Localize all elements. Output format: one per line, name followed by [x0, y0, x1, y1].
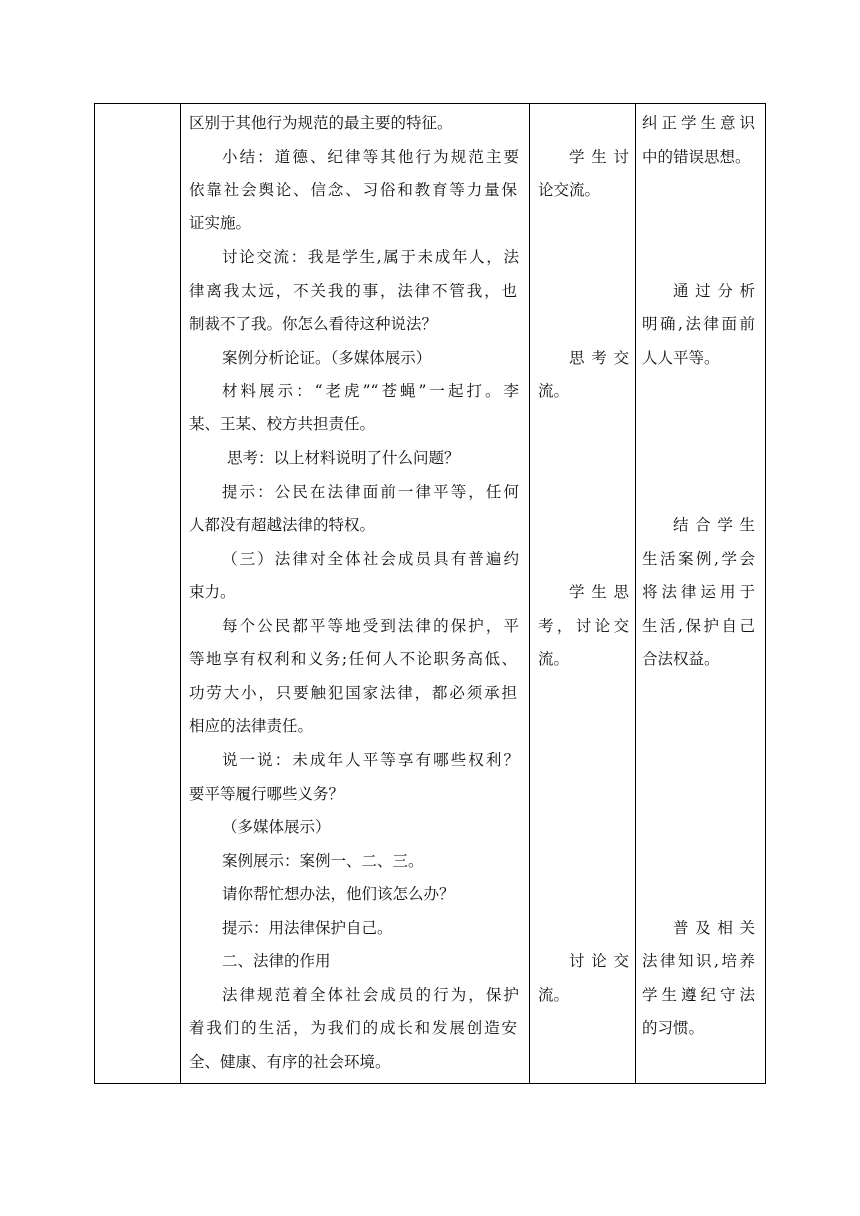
- text-line: 请你帮忙想办法，他们该怎么办？: [222, 885, 455, 903]
- column-divider: [529, 103, 530, 1084]
- text-line: 学生遵纪守法: [642, 986, 755, 1004]
- column-divider: [180, 103, 181, 1084]
- text-line: 结合学生: [673, 516, 755, 534]
- text-line: 普及相关: [673, 919, 755, 937]
- text-line: 生活,保护自己: [642, 617, 755, 635]
- text-line: 流。: [538, 382, 570, 400]
- text-line: 思考：以上材料说明了什么问题？: [227, 449, 460, 467]
- text-line: 学生讨: [569, 148, 629, 166]
- text-line: 流。: [538, 986, 570, 1004]
- text-line: 讨论交: [569, 952, 629, 970]
- text-line: 明确,法律面前: [642, 315, 755, 333]
- text-line: 案例展示：案例一、二、三。: [222, 852, 424, 870]
- text-line: 等地享有权利和义务;任何人不论职务高低、: [189, 650, 517, 668]
- text-line: 区别于其他行为规范的最主要的特征。: [189, 114, 453, 132]
- text-line: 思考交: [569, 349, 629, 367]
- table-border-bottom: [94, 1083, 766, 1084]
- text-line: 考，讨论交: [538, 617, 629, 635]
- text-line: 生活案例,学会: [642, 550, 755, 568]
- text-line: 小结：道德、纪律等其他行为规范主要: [222, 148, 519, 166]
- table-border-left: [94, 103, 95, 1084]
- text-line: 材料展示：“老虎”“苍蝇”一起打。李: [222, 382, 519, 400]
- text-line: 某、王某、校方共担责任。: [189, 415, 376, 433]
- text-line: 束力。: [189, 583, 236, 601]
- text-line: 合法权益。: [642, 650, 720, 668]
- text-line: 人都没有超越法律的特权。: [189, 516, 376, 534]
- table-border-right: [765, 103, 766, 1084]
- text-line: 通过分析: [673, 282, 755, 300]
- text-line: 法律规范着全体社会成员的行为，保护: [222, 986, 519, 1004]
- text-line: 中的错误思想。: [642, 148, 751, 166]
- lesson-plan-table: [94, 103, 766, 1084]
- text-line: 全、健康、有序的社会环境。: [189, 1053, 391, 1071]
- text-line: 的习惯。: [642, 1019, 705, 1037]
- text-line: （三）法律对全体社会成员具有普遍约: [222, 550, 519, 568]
- column-divider: [635, 103, 636, 1084]
- text-line: 提示：用法律保护自己。: [222, 919, 393, 937]
- text-line: 将法律运用于: [642, 583, 755, 601]
- text-line: 论交流。: [538, 181, 601, 199]
- text-line: 纠正学生意识: [642, 114, 755, 132]
- text-line: 相应的法律责任。: [189, 717, 314, 735]
- text-line: 制裁不了我。你怎么看待这种说法？: [189, 315, 438, 333]
- text-line: 案例分析论证。（多媒体展示）: [222, 349, 432, 367]
- text-line: （多媒体展示）: [222, 818, 331, 836]
- text-line: 讨论交流：我是学生,属于未成年人，法: [222, 248, 519, 266]
- text-line: 律离我太远，不关我的事，法律不管我，也: [189, 282, 517, 300]
- text-line: 证实施。: [189, 214, 252, 232]
- text-line: 学生思: [569, 583, 629, 601]
- text-line: 每个公民都平等地受到法律的保护，平: [222, 617, 519, 635]
- text-line: 提示：公民在法律面前一律平等，任何: [222, 483, 519, 501]
- text-line: 说一说：未成年人平等享有哪些权利？: [222, 751, 519, 769]
- text-line: 流。: [538, 650, 570, 668]
- text-line: 人人平等。: [642, 349, 720, 367]
- table-border-top: [94, 103, 766, 104]
- text-line: 二、法律的作用: [222, 952, 331, 970]
- text-line: 依靠社会舆论、信念、习俗和教育等力量保: [189, 181, 517, 199]
- text-line: 法律知识,培养: [642, 952, 755, 970]
- text-line: 要平等履行哪些义务？: [189, 785, 345, 803]
- text-line: 着我们的生活，为我们的成长和发展创造安: [189, 1019, 517, 1037]
- text-line: 功劳大小，只要触犯国家法律，都必须承担: [189, 684, 517, 702]
